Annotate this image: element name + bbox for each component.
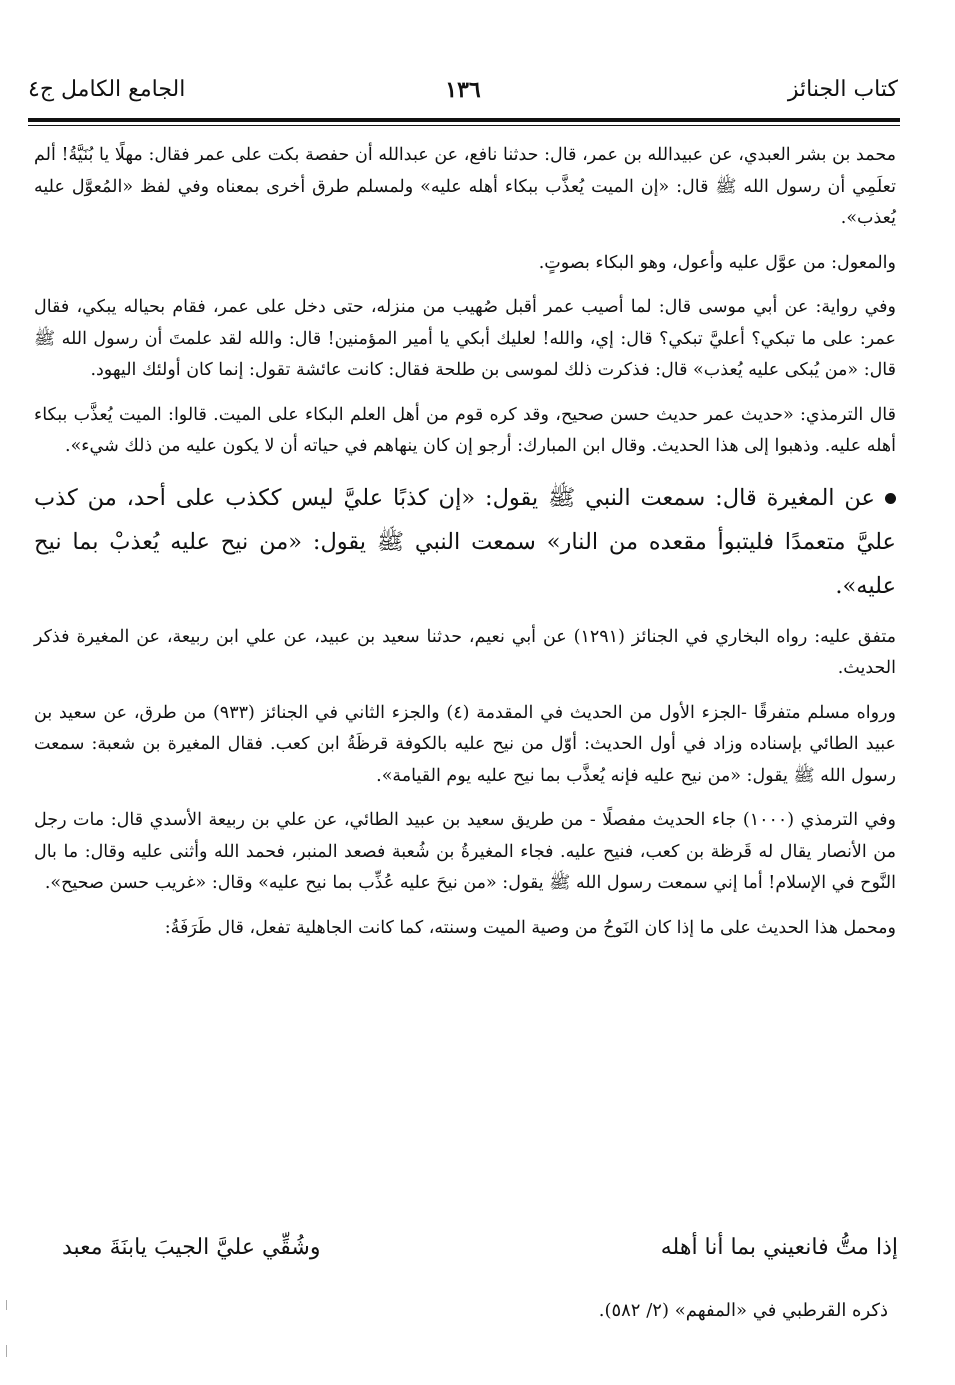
header-rule-thick	[28, 118, 900, 122]
hadith-mughira	[34, 476, 896, 608]
paragraph-interpretation: ومحمل هذا الحديث على ما إذا كان النَوحُ من وصية الميت وسنته، كما كانت الجاهلية تفعل، قال طَرَفَةُ:	[164, 917, 896, 938]
hadith-mughira-text: عن المغيرة قال: سمعت النبي ﷺ يقول: «إن كذبًا عليَّ ليس ككذب على أحد، من كذب عليَّ متعمدًا فليتبوأ مقعده من النار» سمعت النبي ﷺ يقول: «من نيح عليه يُعذبْ بما نيح عليه».	[34, 484, 896, 599]
paragraph-tirmidhi-comment: قال الترمذي: «حديث عمر حديث حسن صحيح، وقد كره قوم من أهل العلم البكاء على الميت. قالوا: الميت يُعذَّب ببكاء أهله عليه. وذهبوا إلى هذا الحديث. وقال ابن المبارك: أرجو إن كان ينهاهم في حياته أن لا يكون عليه من ذلك شيء».	[34, 404, 896, 456]
page-body	[34, 140, 896, 957]
margin-mark	[6, 1300, 7, 1310]
paragraph-muawwal-definition: والمعول: من عوَّل عليه وأعول، وهو البكاء بصوتٍ.	[538, 252, 896, 273]
paragraph-hafsa-narration: محمد بن بشر العبدي، عن عبيدالله بن عمر، قال: حدثنا نافع، عن عبدالله أن حفصة بكت على عمر فقال: مهلًا يا بُنَيَّةُ! ألم تعلَمِي أن رسول الله ﷺ قال: «إن الميت يُعذَّب ببكاء أهله عليه» ولمسلم طرق أخرى بمعناه وفي لفظ «المُعوَّل عليه يُعذب».	[34, 145, 896, 228]
footnote: ذكره القرطبي في «المفهم» (٢/ ٥٨٢).	[598, 1300, 888, 1321]
bullet-icon	[885, 493, 896, 504]
page-number: ١٣٦	[445, 77, 481, 103]
poem-second-hemistich: وشُقِّي عليَّ الجيبَ يابنَةَ معبد	[62, 1235, 321, 1260]
header-rule-thin	[28, 125, 900, 126]
paragraph-bukhari-takhrij: متفق عليه: رواه البخاري في الجنائز (١٢٩١) عن أبي نعيم، حدثنا سعيد بن عبيد، عن علي ابن ربيعة، عن المغيرة فذكر الحديث.	[34, 626, 896, 678]
book-title: الجامع الكامل ج٤	[28, 77, 186, 102]
paragraph-abu-musa-narration: وفي رواية: عن أبي موسى قال: لما أصيب عمر أقبل صُهيب من منزله، حتى دخل على عمر، فقام بحياله يبكي، فقال عمر: على ما تبكي؟ أعليَّ تبكي؟ قال: إي، والله! لعليك أبكي يا أمير المؤمنين! قال: والله لقد علمتَ أن رسول الله ﷺ قال: «من يُبكى عليه يُعذب» قال: فذكرت ذلك لموسى بن طلحة فقال: كانت عائشة تقول: إنما كان أولئك اليهود.	[34, 297, 896, 380]
poem-first-hemistich: إذا متُّ فانعيني بما أنا أهله	[660, 1235, 898, 1260]
paragraph-muslim-takhrij: ورواه مسلم متفرقًا -الجزء الأول من الحديث في المقدمة (٤) والجزء الثاني في الجنائز (٩٣٣) من طرق، عن سعيد بن عبيد الطائي بإسناده وزاد في أول الحديث: أوّل من نيح عليه بالكوفة قرظَةُ ابن كعب. فقال المغيرة بن شعبة: سمعت رسول الله ﷺ يقول: «من نيح عليه فإنه يُعذَّب بما نيح عليه يوم القيامة».	[34, 702, 896, 786]
page-header	[28, 68, 898, 112]
margin-mark	[6, 1345, 7, 1357]
poetry-verse	[62, 1228, 898, 1268]
chapter-title: كتاب الجنائز	[787, 77, 898, 102]
paragraph-tirmidhi-takhrij: وفي الترمذي (١٠٠٠) جاء الحديث مفصلًا - من طريق سعيد بن عبيد الطائي، عن علي بن ربيعة الأسدي قال: مات رجل من الأنصار يقال له قَرظة بن كعب، فنيح عليه. فجاء المغيرةُ بن شُعبة فصعد المنبر، فحمد الله وأثنى عليه وقال: ما بال النَّوح في الإسلام! أما إني سمعت رسول الله ﷺ يقول: «من نيحَ عليه عُذِّب بما نيح عليه» وقال: «غريب حسن صحيح».	[34, 810, 896, 893]
